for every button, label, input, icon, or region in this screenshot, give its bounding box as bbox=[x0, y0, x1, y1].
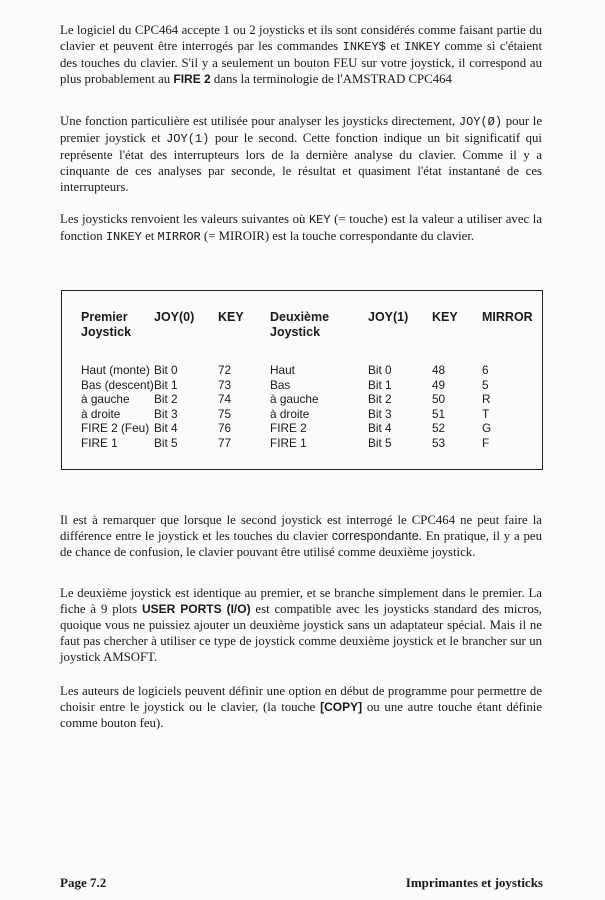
cell-key2: 49 bbox=[432, 377, 446, 392]
cell-mirror: G bbox=[482, 421, 492, 436]
cell-deuxieme-direction: FIRE 2 bbox=[270, 421, 307, 436]
cell-mirror: F bbox=[482, 436, 490, 450]
cell-key2: 48 bbox=[432, 363, 446, 377]
text: Il est à remarquer que lorsque le second joystick est interrogé le CPC464 ne peut faire la différence entre le joystick et les touches du clavier bbox=[60, 513, 542, 543]
cell-premier-direction: Bas (descent) bbox=[81, 377, 154, 392]
text: est compatible avec les joysticks standard des micros, quoique vous ne puissiez ajouter un deuxième joystick sans un adaptateur spécial. Mais il ne faut pas chercher à utiliser ce type de joystick comme deuxième joystick et le brancher sur un joystick AMSOFT. bbox=[60, 602, 543, 664]
cell-joy0-bit: Bit 5 bbox=[154, 436, 178, 450]
text: pour le second. Cette fonction indique un bit significatif qui représente l'état des interrupteurs lors de la dernière analyse du clavier. Comme il y a cinquante de ces analyses par seconde, le résultat et quasiment l'état instantané de ces interrupteurs. bbox=[60, 131, 542, 194]
paragraph-joystick-intro bbox=[60, 22, 542, 87]
text: Le deuxième joystick est identique au premier, et se branche simplement dans le premier. La fiche à 9 plots bbox=[60, 586, 542, 616]
cell-premier-direction: Haut (monte) bbox=[81, 363, 150, 377]
cell-key1: 72 bbox=[218, 363, 232, 377]
text: Le logiciel du CPC464 accepte 1 ou 2 joysticks et ils sont considérés comme faisant partie du clavier et peuvent être interrogés par les commandes bbox=[60, 23, 542, 53]
cell-mirror: T bbox=[482, 406, 490, 421]
header-joy0: JOY(0) bbox=[154, 310, 195, 324]
text: Les auteurs de logiciels peuvent définir une option en début de programme pour permettre de choisir entre le joystick ou le clavier, (la touche bbox=[60, 684, 542, 714]
cell-key1: 74 bbox=[218, 392, 232, 407]
cell-joy0-bit: Bit 2 bbox=[154, 392, 178, 407]
cell-mirror: 5 bbox=[482, 377, 489, 392]
page-number: Page 7.2 bbox=[60, 875, 107, 890]
cell-deuxieme-direction: à gauche bbox=[270, 392, 319, 407]
text: et bbox=[141, 229, 158, 243]
paragraph-values bbox=[60, 211, 542, 245]
cell-premier-direction: à gauche bbox=[81, 392, 130, 407]
section-title: Imprimantes et joysticks bbox=[405, 875, 543, 890]
joystick-table bbox=[61, 290, 543, 470]
code-mirror: MIRROR bbox=[157, 230, 201, 244]
cell-premier-direction: FIRE 1 bbox=[81, 436, 118, 450]
code-inkey-dollar: INKEY$ bbox=[342, 40, 386, 54]
cell-deuxieme-direction: Bas bbox=[270, 377, 291, 392]
text-correspondante: correspondante bbox=[331, 529, 419, 543]
bold-fire2: FIRE 2 bbox=[173, 72, 211, 86]
cell-joy0-bit: Bit 3 bbox=[154, 406, 178, 421]
text: . En pratique, il y a peu de chance de confusion, le clavier pouvant être utilisé comme deuxième joystick. bbox=[60, 529, 542, 559]
cell-key1: 76 bbox=[218, 421, 232, 436]
paragraph-software-option bbox=[60, 683, 542, 731]
cell-joy0-bit: Bit 1 bbox=[154, 377, 178, 392]
cell-joy0-bit: Bit 0 bbox=[154, 363, 178, 377]
paragraph-joy-function bbox=[60, 113, 542, 195]
cell-key1: 77 bbox=[218, 436, 232, 450]
cell-mirror: R bbox=[482, 392, 491, 407]
cell-key1: 75 bbox=[218, 406, 232, 421]
cell-joy1-bit: Bit 1 bbox=[368, 377, 392, 392]
text: Les joysticks renvoient les valeurs suivantes où bbox=[60, 212, 309, 226]
cell-joy1-bit: Bit 4 bbox=[368, 421, 392, 436]
cell-key2: 51 bbox=[432, 406, 446, 421]
cell-joy1-bit: Bit 3 bbox=[368, 406, 392, 421]
header-joy1: JOY(1) bbox=[368, 310, 409, 324]
code-joy0: JOY(Ø) bbox=[458, 115, 503, 129]
cell-joy1-bit: Bit 0 bbox=[368, 363, 392, 377]
bold-user-ports: USER PORTS (I/O) bbox=[141, 602, 251, 616]
cell-key2: 50 bbox=[432, 392, 446, 407]
code-inkey: INKEY bbox=[404, 40, 441, 54]
header-premier-joystick: Premier Joystick bbox=[81, 310, 132, 339]
code-key: KEY bbox=[308, 213, 331, 227]
cell-premier-direction: FIRE 2 (Feu) bbox=[81, 421, 150, 436]
bold-copy-key: [COPY] bbox=[320, 700, 363, 714]
code-inkey: INKEY bbox=[105, 230, 142, 244]
cell-joy1-bit: Bit 5 bbox=[368, 436, 392, 450]
cell-premier-direction: à droite bbox=[81, 406, 121, 421]
header-mirror: MIRROR bbox=[482, 310, 533, 324]
cell-deuxieme-direction: FIRE 1 bbox=[270, 436, 307, 450]
text: (= MIROIR) est la touche correspondante du clavier. bbox=[200, 229, 475, 243]
header-key-2: KEY bbox=[432, 310, 458, 324]
header-key-1: KEY bbox=[218, 310, 244, 324]
cell-mirror: 6 bbox=[482, 363, 489, 377]
cell-deuxieme-direction: Haut bbox=[270, 363, 295, 377]
text: dans la terminologie de l'AMSTRAD CPC464 bbox=[210, 72, 452, 86]
code-joy1: JOY(1) bbox=[166, 132, 210, 146]
cell-key2: 52 bbox=[432, 421, 446, 436]
cell-joy0-bit: Bit 4 bbox=[154, 421, 178, 436]
header-deuxieme-joystick: Deuxième Joystick bbox=[270, 310, 330, 339]
text: (= touche) est la valeur a utiliser avec la fonction bbox=[60, 212, 543, 243]
cell-key1: 73 bbox=[218, 377, 232, 392]
text: ou une autre touche étant définie comme bouton feu). bbox=[60, 700, 542, 730]
text: pour le premier joystick et bbox=[60, 114, 542, 145]
cell-joy1-bit: Bit 2 bbox=[368, 392, 392, 407]
cell-key2: 53 bbox=[432, 436, 446, 450]
text: Une fonction particulière est utilisée pour analyser les joysticks directement, bbox=[60, 114, 459, 128]
text: et bbox=[385, 39, 405, 53]
cell-deuxieme-direction: à droite bbox=[270, 406, 310, 421]
paragraph-user-ports bbox=[60, 585, 542, 665]
text: comme si c'étaient des touches du clavier. S'il y a seulement un bouton FEU sur votre joystick, il correspond au plus probablement au bbox=[60, 39, 542, 86]
paragraph-second-joystick-note bbox=[60, 512, 542, 560]
